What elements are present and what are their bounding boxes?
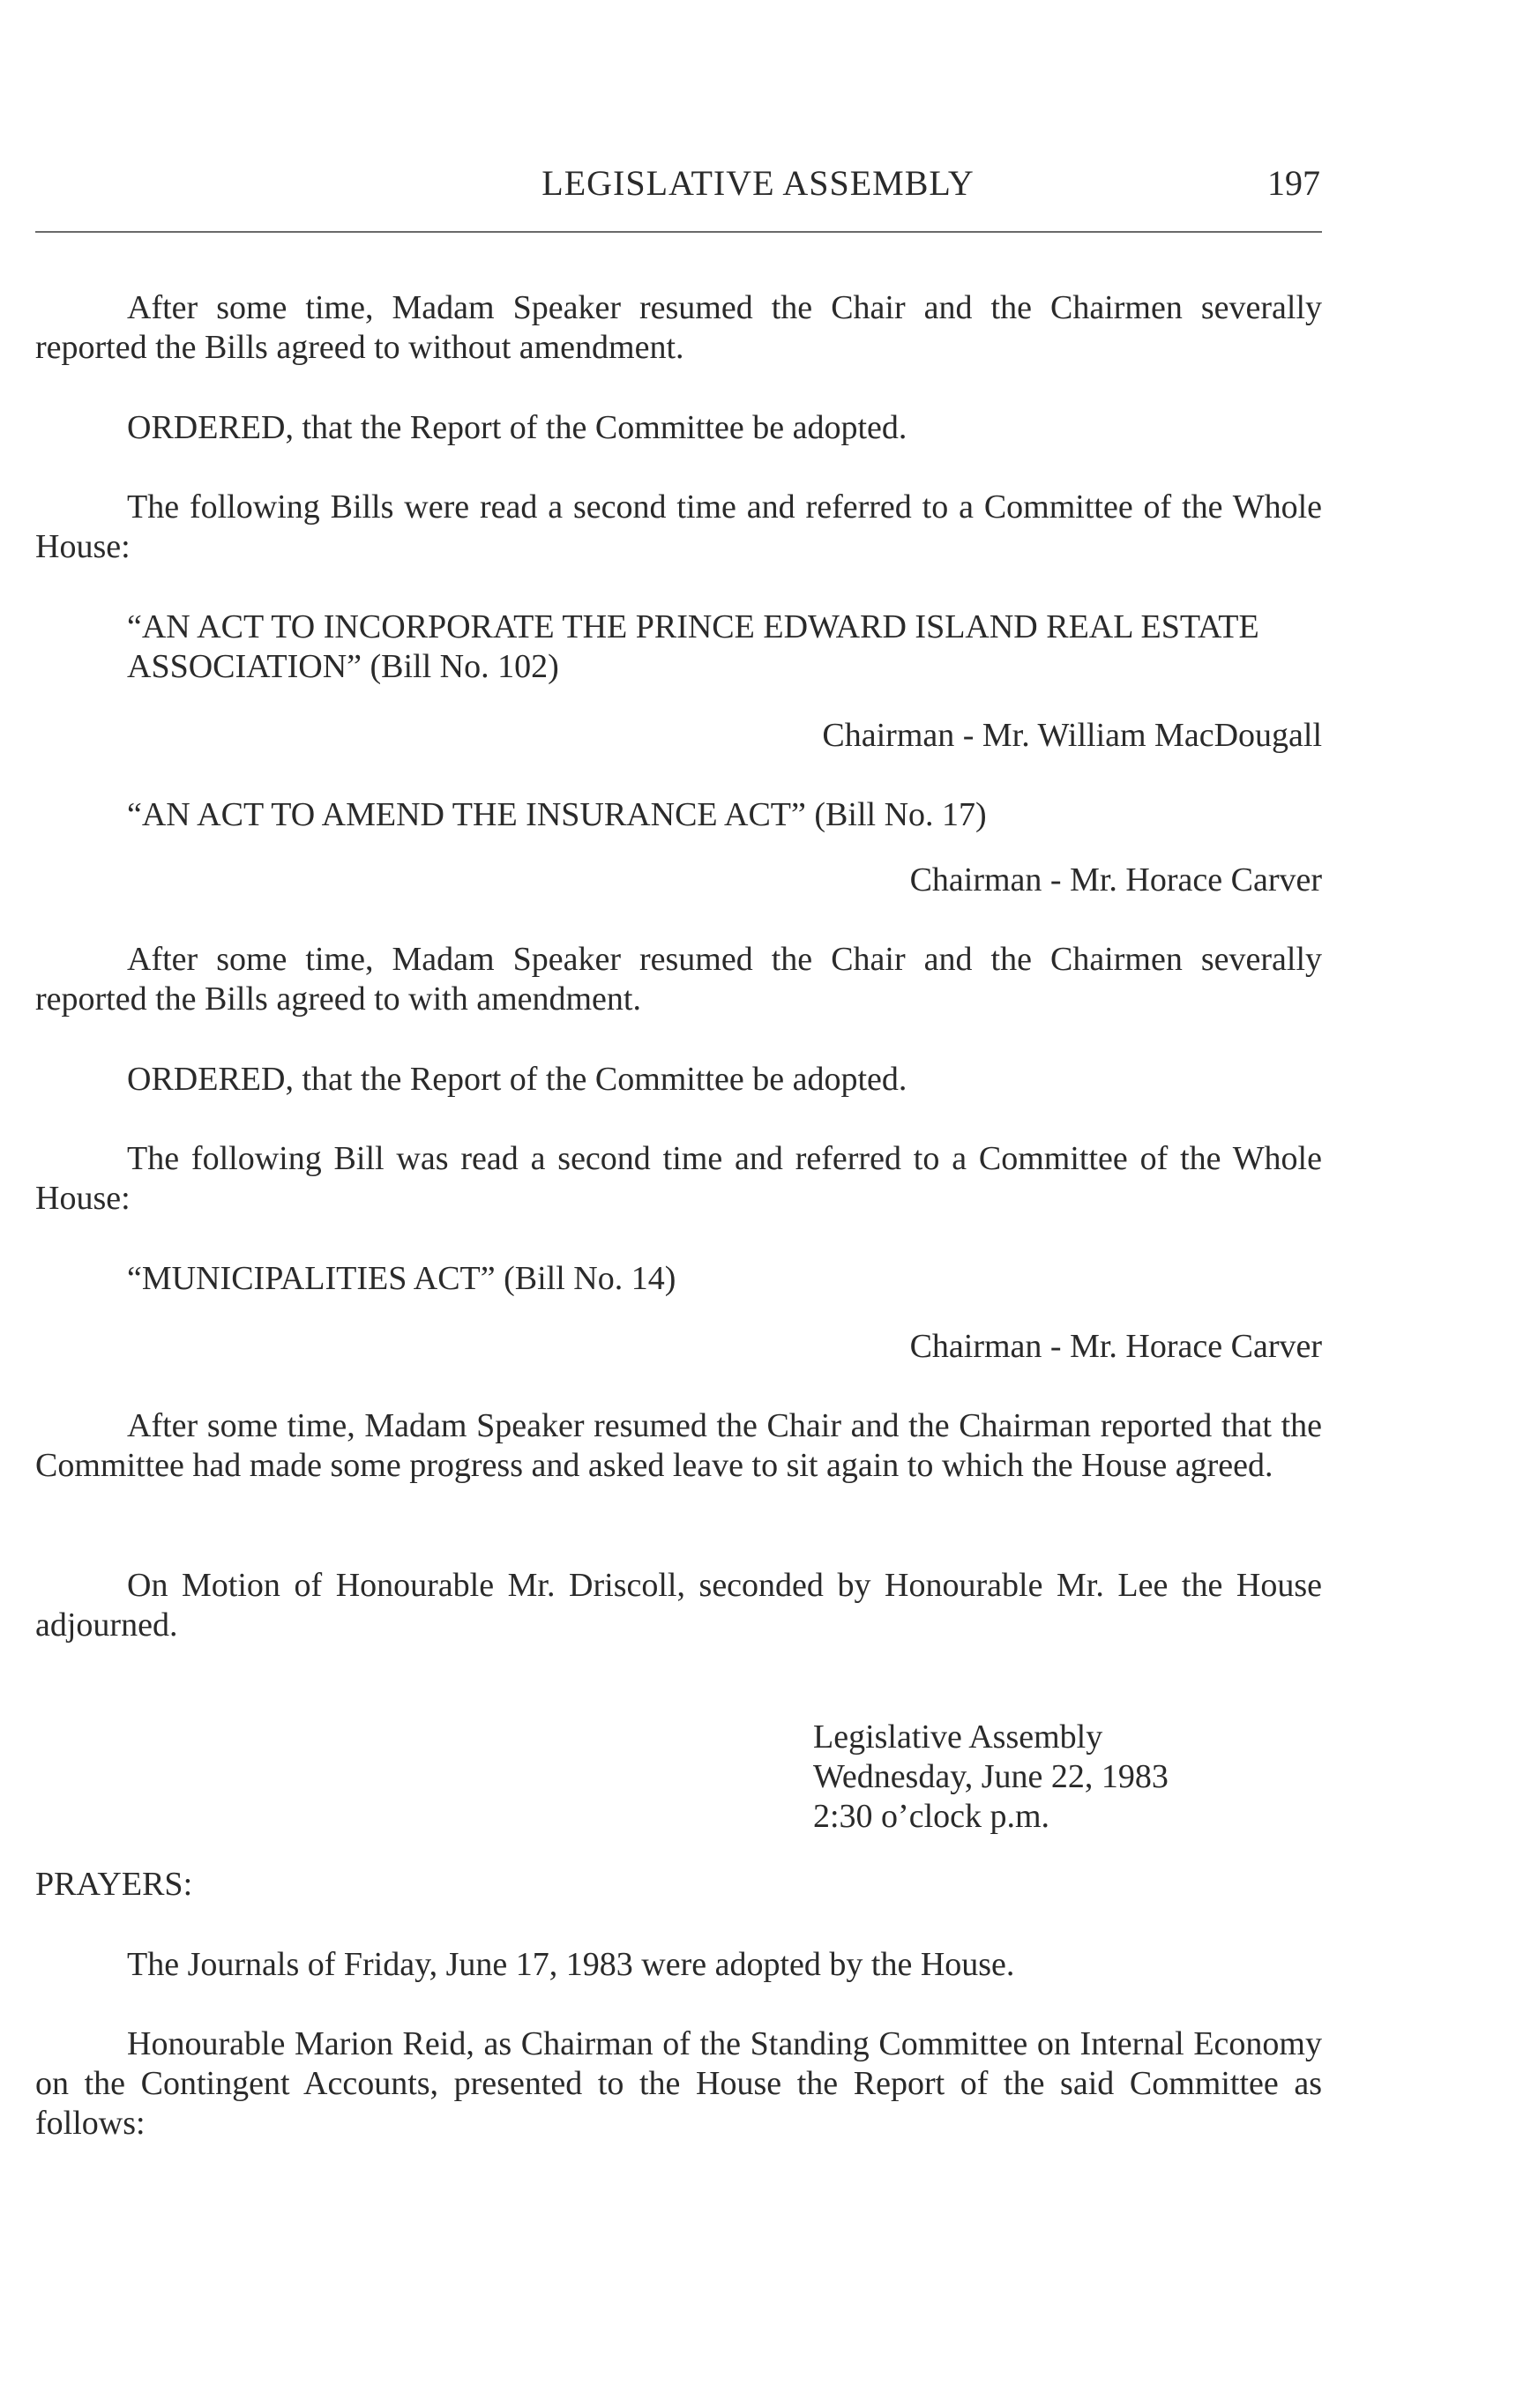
running-header-title: LEGISLATIVE ASSEMBLY: [541, 163, 975, 203]
paragraph-ordered-report-adopted: ORDERED, that the Report of the Committee be adopted.: [127, 409, 907, 446]
bill-chairman-macdougall: Chairman - Mr. William MacDougall: [822, 717, 1322, 754]
dateline-assembly: Legislative Assembly: [813, 1718, 1103, 1756]
dateline-date: Wednesday, June 22, 1983: [813, 1758, 1169, 1795]
paragraph-journals-adopted: The Journals of Friday, June 17, 1983 were adopted by the House.: [127, 1946, 1015, 1983]
bill-title-real-estate-association: “AN ACT TO INCORPORATE THE PRINCE EDWARD ISLAND REAL ESTATE ASSOCIATION” (Bill No. 102): [127, 608, 1259, 685]
bill-title-municipalities-act: “MUNICIPALITIES ACT” (Bill No. 14): [127, 1260, 676, 1297]
bill-title-insurance-act: “AN ACT TO AMEND THE INSURANCE ACT” (Bill No. 17): [127, 796, 987, 833]
header-rule: [35, 231, 1322, 233]
prayers-heading: PRAYERS:: [35, 1866, 193, 1903]
paragraph-house-adjourned: On Motion of Honourable Mr. Driscoll, seconded by Honourable Mr. Lee the House adjourned.: [35, 1567, 1322, 1644]
paragraph-bill-second-reading: The following Bill was read a second time and referred to a Committee of the Whole House:: [35, 1140, 1322, 1217]
paragraph-committee-progress: After some time, Madam Speaker resumed the Chair and the Chairman reported that the Committee had made some progress and asked leave to sit again to which the House agreed.: [35, 1407, 1322, 1484]
paragraph-committee-report-with-amendment: After some time, Madam Speaker resumed the Chair and the Chairmen severally reported the Bills agreed to with amendment.: [35, 941, 1322, 1018]
dateline-time: 2:30 o’clock p.m.: [813, 1798, 1050, 1835]
paragraph-ordered-report-adopted-2: ORDERED, that the Report of the Committee be adopted.: [127, 1061, 907, 1098]
sitting-dateline: [813, 1718, 1169, 1837]
bill-chairman-carver: Chairman - Mr. Horace Carver: [909, 861, 1322, 898]
page-number: 197: [1267, 163, 1320, 203]
paragraph-internal-economy-report: Honourable Marion Reid, as Chairman of the Standing Committee on Internal Economy on the Contingent Accounts, presented to the House the Report of the said Committee as follows:: [35, 2025, 1322, 2142]
paragraph-bills-second-reading: The following Bills were read a second time and referred to a Committee of the Whole House:: [35, 488, 1322, 565]
bill-chairman-carver-2: Chairman - Mr. Horace Carver: [909, 1328, 1322, 1365]
paragraph-committee-report-without-amendment: After some time, Madam Speaker resumed the Chair and the Chairmen severally reported the Bills agreed to without amendment.: [35, 289, 1322, 366]
